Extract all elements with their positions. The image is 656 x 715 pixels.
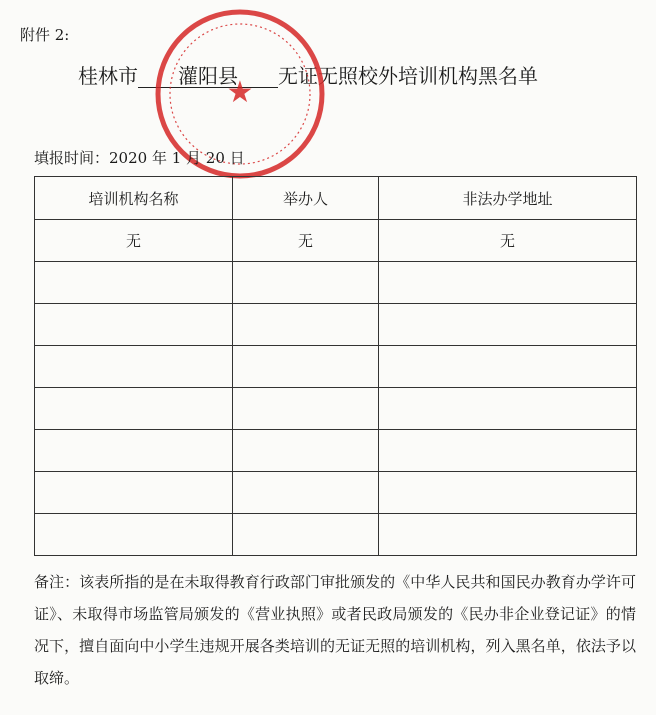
- table-cell: [35, 430, 233, 472]
- table-row: [35, 388, 637, 430]
- table-cell: [233, 262, 379, 304]
- table-row: [35, 430, 637, 472]
- blacklist-table: [34, 176, 637, 556]
- fill-time: 填报时间：2020 年 1 月 20 日: [34, 149, 245, 167]
- table-row: [35, 304, 637, 346]
- table-row: [35, 220, 637, 262]
- table-cell: [379, 472, 637, 514]
- table-cell: [233, 430, 379, 472]
- table-cell: [35, 304, 233, 346]
- svg-text:★: ★: [226, 75, 254, 110]
- title-text: 无证无照校外培训机构黑名单: [278, 64, 538, 88]
- table-cell: [233, 346, 379, 388]
- table-cell: [35, 514, 233, 556]
- remark-note: 备注：该表所指的是在未取得教育行政部门审批颁发的《中华人民共和国民办教育办学许可证》、未取得市场监管局颁发的《营业执照》或者民政局颁发的《民办非企业登记证》的情况下，擅自面向中小学生违规开展各类培训的无证无照的培训机构，列入黑名单，依法予以取缔。: [34, 573, 636, 687]
- table-row: [35, 514, 637, 556]
- table-row: [35, 262, 637, 304]
- table-cell: [233, 388, 379, 430]
- column-header: 非法办学地址: [379, 177, 637, 220]
- table-cell: 无: [233, 220, 379, 262]
- table-cell: 无: [379, 220, 637, 262]
- table-row: [35, 472, 637, 514]
- attachment-label: 附件 2:: [20, 26, 70, 44]
- table-cell: [35, 388, 233, 430]
- table-cell: 无: [35, 220, 233, 262]
- table-cell: [35, 346, 233, 388]
- table-cell: [379, 262, 637, 304]
- column-header: 举办人: [233, 177, 379, 220]
- table-cell: [379, 304, 637, 346]
- table-cell: [379, 346, 637, 388]
- table-cell: [379, 430, 637, 472]
- title-county: 灌阳县: [138, 65, 278, 88]
- table-row: [35, 346, 637, 388]
- table-cell: [379, 388, 637, 430]
- title-city: 桂林市: [78, 64, 138, 88]
- table-header-row: [35, 177, 637, 220]
- table-cell: [233, 472, 379, 514]
- table-cell: [233, 514, 379, 556]
- table-cell: [35, 472, 233, 514]
- table-cell: [35, 262, 233, 304]
- table-cell: [379, 514, 637, 556]
- column-header: 培训机构名称: [35, 177, 233, 220]
- table-cell: [233, 304, 379, 346]
